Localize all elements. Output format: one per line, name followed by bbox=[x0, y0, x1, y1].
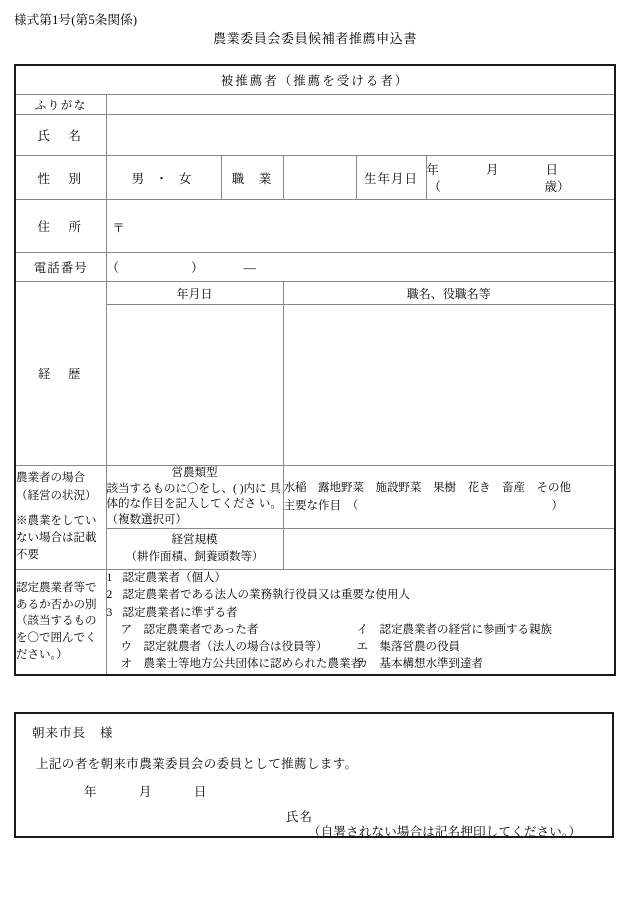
furigana-row bbox=[15, 95, 615, 115]
certification-label bbox=[15, 570, 106, 675]
certification-item-3-text: 認定農業者に準ずる者 bbox=[122, 606, 238, 619]
occupation-value[interactable] bbox=[283, 156, 356, 200]
farming-type-desc-line3: い。（複数選択可） bbox=[106, 498, 282, 526]
dob-day: 日 bbox=[545, 163, 560, 178]
sex-occupation-dob-row bbox=[15, 156, 615, 200]
form-number: 様式第1号(第5条関係) bbox=[14, 13, 138, 27]
career-label bbox=[15, 282, 106, 466]
certification-item-2-text: 認定農業者である法人の業務執行役員又は重要な使用人 bbox=[122, 589, 410, 602]
declaration-addressee-name: 朝来市長 bbox=[32, 726, 87, 740]
dob-age bbox=[427, 179, 615, 193]
postal-mark-icon: 〒 bbox=[112, 221, 125, 235]
certification-subitem-o[interactable]: オ 農業士等地方公共団体に認められた農業者 bbox=[120, 658, 362, 671]
certification-item-2-number: 2 bbox=[106, 589, 113, 602]
address-row bbox=[15, 200, 615, 253]
declaration-box bbox=[14, 712, 614, 838]
telephone-value[interactable] bbox=[106, 253, 615, 282]
declaration-date-day: 日 bbox=[193, 785, 207, 799]
recommendation-main-table bbox=[14, 64, 616, 676]
farming-scale-description bbox=[106, 529, 283, 570]
furigana-label: ふりがな bbox=[15, 95, 106, 115]
farming-type-row bbox=[15, 466, 615, 529]
declaration-signature-note: （自署されない場合は記名押印してください。） bbox=[308, 825, 582, 839]
career-col-title: 職名、役職名等 bbox=[283, 282, 615, 305]
certification-subitem-row-a[interactable] bbox=[107, 622, 615, 639]
dob-ymd bbox=[427, 162, 615, 179]
section-title: 被推薦者（推薦を受ける者） bbox=[15, 65, 615, 95]
career-title-value[interactable] bbox=[283, 305, 615, 466]
certification-label-line1: 認定農業者等で bbox=[16, 582, 97, 595]
certification-label-line2: あるか否かの別 bbox=[16, 598, 97, 611]
furigana-value[interactable] bbox=[106, 95, 615, 115]
tel-paren-close: ） bbox=[191, 261, 204, 275]
career-date-value[interactable] bbox=[106, 305, 283, 466]
certification-subitem-ka[interactable]: カ 基本構想水準到達者 bbox=[356, 658, 483, 671]
name-row bbox=[15, 115, 615, 156]
farming-scale-title: 経営規模 bbox=[171, 534, 218, 547]
farming-scale-value[interactable] bbox=[283, 529, 615, 570]
certification-options[interactable] bbox=[106, 570, 615, 675]
farming-crops-value[interactable] bbox=[283, 466, 615, 529]
farming-label-line5: 不要 bbox=[16, 549, 39, 562]
farming-label bbox=[15, 466, 106, 570]
tel-paren-open: （ bbox=[106, 261, 120, 275]
declaration-statement: 上記の者を朝来市農業委員会の委員として推薦します。 bbox=[36, 757, 358, 771]
certification-item-1-number: 1 bbox=[106, 572, 113, 585]
certification-subitem-a[interactable]: ア 認定農業者であった者 bbox=[120, 623, 259, 636]
dob-age-paren-open: （ bbox=[428, 179, 442, 194]
sex-label: 性 別 bbox=[15, 156, 106, 200]
document-title: 農業委員会委員候補者推薦申込書 bbox=[212, 31, 417, 46]
address-label: 住 所 bbox=[15, 200, 106, 253]
declaration-date[interactable] bbox=[84, 782, 207, 800]
farming-label-line2: （経営の状況） bbox=[16, 489, 97, 502]
main-crop-label: 主要な作目 （ bbox=[283, 500, 359, 513]
certification-subitem-i[interactable]: イ 認定農業者の経営に参画する親族 bbox=[356, 623, 552, 636]
certification-item-1[interactable] bbox=[107, 570, 615, 587]
name-label: 氏 名 bbox=[15, 115, 106, 156]
certification-row bbox=[15, 570, 615, 675]
farming-type-title: 営農類型 bbox=[171, 467, 218, 479]
section-title-row bbox=[15, 65, 615, 95]
certification-subitem-row-u[interactable] bbox=[107, 639, 615, 656]
dob-age-paren-close: 歳） bbox=[544, 179, 570, 194]
occupation-label: 職 業 bbox=[221, 156, 283, 200]
sex-value[interactable]: 男 ・ 女 bbox=[106, 156, 221, 200]
declaration-signature-label[interactable]: 氏名 bbox=[286, 810, 314, 824]
farming-label-line1: 農業者の場合 bbox=[16, 472, 85, 485]
dob-value[interactable] bbox=[426, 156, 615, 200]
certification-item-1-text: 認定農業者（個人） bbox=[122, 572, 226, 585]
farming-type-description bbox=[106, 466, 283, 529]
crop-options[interactable]: 水稲 露地野菜 施設野菜 果樹 花き 畜産 その他 bbox=[283, 481, 571, 494]
farming-scale-sub: （耕作面積、飼養頭数等） bbox=[125, 551, 264, 564]
farming-type-desc-line2: 具体的な作目を記入してくださ bbox=[106, 482, 281, 511]
certification-label-line5: ださい。） bbox=[16, 648, 68, 661]
dob-month: 月 bbox=[486, 163, 500, 178]
tel-dash: ― bbox=[243, 261, 257, 275]
certification-subitem-u[interactable]: ウ 認定就農者（法人の場合は役員等） bbox=[120, 641, 328, 654]
dob-year: 年 bbox=[426, 163, 441, 178]
certification-item-3[interactable] bbox=[107, 605, 615, 622]
declaration-honorific: 様 bbox=[100, 726, 114, 740]
career-col-date: 年月日 bbox=[106, 282, 283, 305]
certification-subitem-row-o[interactable] bbox=[107, 656, 615, 673]
certification-label-line3: （該当するもの bbox=[16, 615, 97, 628]
farming-label-line4: ない場合は記載 bbox=[16, 532, 97, 545]
declaration-date-month: 月 bbox=[138, 785, 152, 799]
certification-item-2[interactable] bbox=[107, 587, 615, 604]
name-value[interactable] bbox=[106, 115, 615, 156]
telephone-row bbox=[15, 253, 615, 282]
certification-label-line4: を〇で囲んでく bbox=[16, 632, 97, 645]
main-crop-close: ） bbox=[551, 500, 563, 513]
farming-type-desc-line1: 該当するものに〇をし、( )内に bbox=[106, 482, 267, 495]
career-label-text: 経 歴 bbox=[38, 367, 84, 381]
dob-label: 生年月日 bbox=[356, 156, 426, 200]
certification-subitem-e[interactable]: エ 集落営農の役員 bbox=[356, 641, 460, 654]
certification-item-3-number: 3 bbox=[106, 606, 113, 619]
farming-label-line3: ※農業をしてい bbox=[16, 514, 97, 527]
main-crop-entry[interactable] bbox=[284, 497, 615, 515]
declaration-addressee bbox=[32, 723, 114, 741]
career-header-row bbox=[15, 282, 615, 305]
declaration-date-year: 年 bbox=[84, 785, 97, 799]
address-value[interactable] bbox=[106, 200, 615, 253]
telephone-label: 電話番号 bbox=[15, 253, 106, 282]
